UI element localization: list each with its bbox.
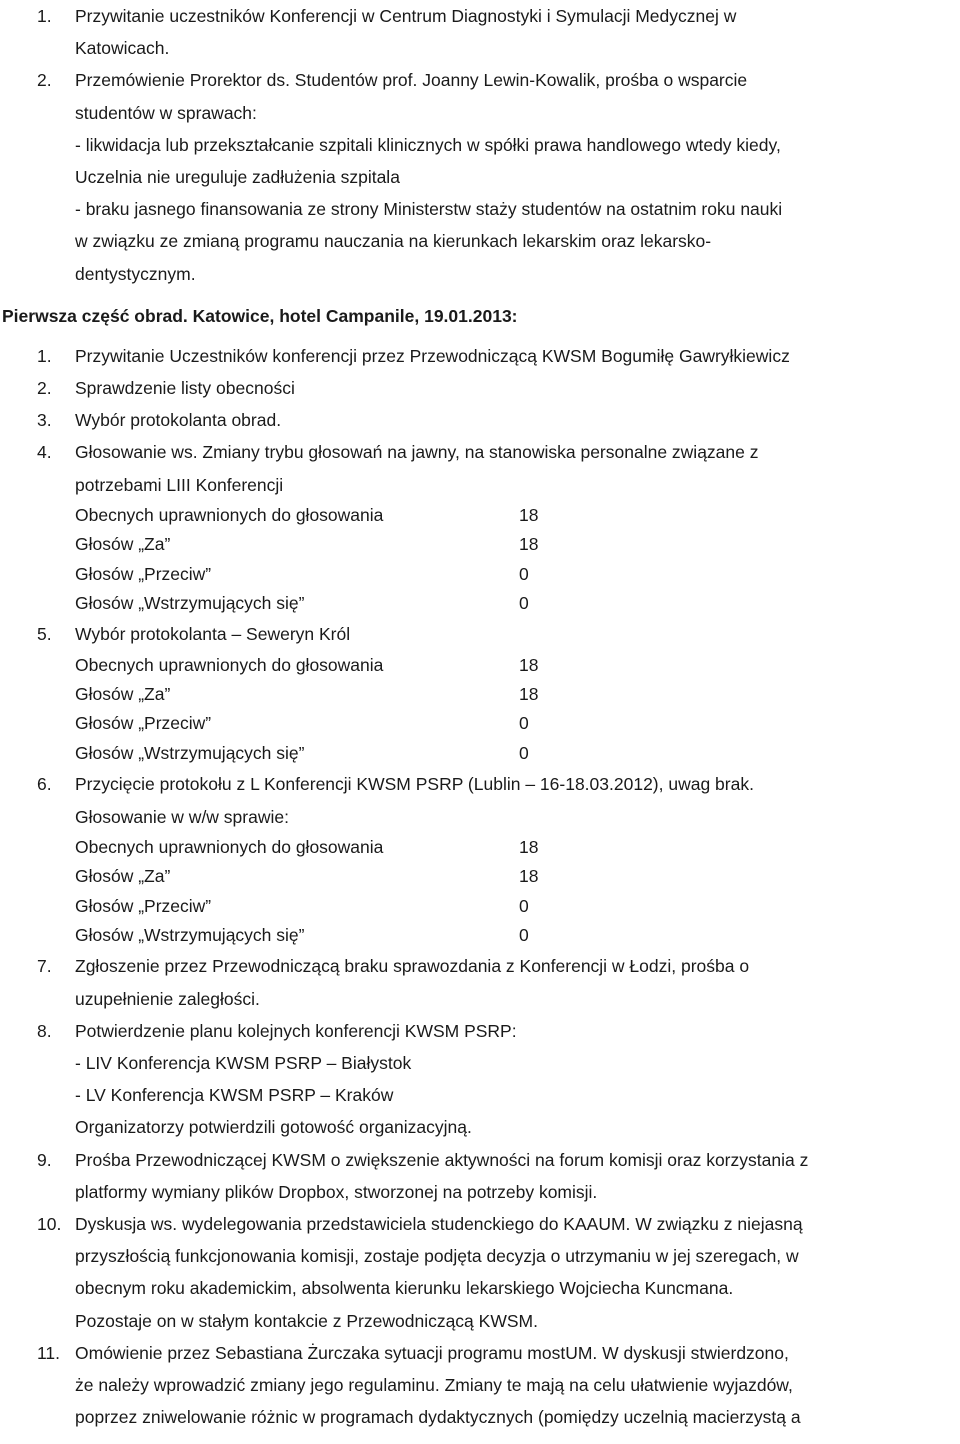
vote-label: Obecnych uprawnionych do głosowania — [75, 654, 384, 675]
vote-row — [75, 560, 555, 589]
item-text-line: Zgłoszenie przez Przewodniczącą braku sprawozdania z Konferencji w Łodzi, prośba o — [75, 956, 750, 977]
list-item — [0, 436, 960, 618]
item-number: 1. — [37, 6, 52, 26]
item-text-line: Prośba Przewodniczącej KWSM o zwiększenie aktywności na forum komisji oraz korzystania z — [75, 1149, 809, 1170]
vote-row — [75, 862, 555, 891]
vote-count: 0 — [519, 895, 529, 916]
intro-list — [0, 0, 960, 290]
list-item — [0, 618, 960, 768]
agenda-list — [0, 340, 960, 1434]
vote-label: Głosów „Za” — [75, 866, 171, 887]
item-text-line: Przywitanie uczestników Konferencji w Centrum Diagnostyki i Symulacji Medycznej w — [75, 6, 737, 26]
vote-count: 0 — [519, 742, 529, 763]
list-item — [0, 404, 960, 436]
item-text-line: studentów w sprawach: — [75, 102, 257, 123]
item-text-line: dentystycznym. — [75, 263, 196, 284]
vote-count: 18 — [519, 866, 539, 887]
item-number: 6. — [37, 774, 52, 795]
item-number: 7. — [37, 956, 52, 977]
item-text-line: że należy wprowadzić zmiany jego regulaminu. Zmiany te mają na celu ułatwienie wyjazdów, — [75, 1374, 793, 1395]
vote-label: Głosów „Przeciw” — [75, 895, 212, 916]
list-item — [0, 1337, 960, 1434]
item-text-line: platformy wymiany plików Dropbox, stworzonej na potrzeby komisji. — [75, 1181, 598, 1202]
item-text-line: Katowicach. — [75, 38, 170, 59]
item-text-line: Głosowanie ws. Zmiany trybu głosowań na jawny, na stanowiska personalne związane z — [75, 442, 759, 463]
list-item — [0, 950, 960, 1014]
vote-count: 0 — [519, 563, 529, 584]
list-item — [0, 1015, 960, 1144]
list-item — [0, 64, 960, 289]
vote-row — [75, 680, 555, 709]
vote-row — [75, 892, 555, 921]
item-text-line: obecnym roku akademickim, absolwenta kierunku lekarskiego Wojciecha Kuncmana. — [75, 1278, 734, 1299]
vote-table — [75, 501, 555, 619]
item-number: 1. — [37, 345, 52, 366]
vote-row — [75, 589, 555, 618]
item-text-line: Dyskusja ws. wydelegowania przedstawiciela studenckiego do KAAUM. W związku z niejasną — [75, 1213, 803, 1234]
vote-row — [75, 709, 555, 738]
vote-label: Głosów „Wstrzymujących się” — [75, 924, 305, 945]
item-text-line: poprzez zniwelowanie różnic w programach dydaktycznych (pomiędzy uczelnią macierzystą a — [75, 1407, 801, 1428]
vote-count: 18 — [519, 534, 539, 555]
vote-row — [75, 833, 555, 862]
item-number: 9. — [37, 1149, 52, 1170]
vote-row — [75, 739, 555, 768]
vote-row — [75, 530, 555, 559]
item-text-line: - likwidacja lub przekształcanie szpitali klinicznych w spółki prawa handlowego wtedy kiedy, — [75, 134, 781, 155]
item-text-line: uzupełnienie zaległości. — [75, 988, 260, 1009]
item-text-line: Głosowanie w w/w sprawie: — [75, 806, 289, 827]
item-text-line: Uczelnia nie ureguluje zadłużenia szpitala — [75, 167, 400, 188]
section-title: Pierwsza część obrad. Katowice, hotel Campanile, 19.01.2013: — [2, 305, 518, 326]
item-text-line: potrzebami LIII Konferencji — [75, 474, 284, 495]
vote-row — [75, 651, 555, 680]
item-text-line: - LIV Konferencja KWSM PSRP – Białystok — [75, 1052, 412, 1073]
vote-row — [75, 501, 555, 530]
item-text-line: w związku ze zmianą programu nauczania na kierunkach lekarskim oraz lekarsko- — [75, 231, 712, 252]
item-text-line: - LV Konferencja KWSM PSRP – Kraków — [75, 1085, 394, 1106]
vote-count: 18 — [519, 504, 539, 525]
vote-count: 0 — [519, 713, 529, 734]
vote-count: 0 — [519, 924, 529, 945]
item-text-line: Przywitanie Uczestników konferencji przez Przewodniczącą KWSM Bogumiłę Gawryłkiewicz — [75, 345, 790, 366]
vote-count: 18 — [519, 684, 539, 705]
item-text-line: Wybór protokolanta obrad. — [75, 410, 282, 431]
vote-row — [75, 921, 555, 950]
item-text-line: Sprawdzenie listy obecności — [75, 378, 295, 399]
item-number: 4. — [37, 442, 52, 463]
vote-label: Obecnych uprawnionych do głosowania — [75, 504, 384, 525]
list-item — [0, 340, 960, 372]
item-number: 10. — [37, 1213, 62, 1234]
item-text-line: Organizatorzy potwierdzili gotowość organizacyjną. — [75, 1117, 472, 1138]
item-text-line: Pozostaje on w stałym kontakcie z Przewodniczącą KWSM. — [75, 1310, 538, 1331]
vote-label: Głosów „Wstrzymujących się” — [75, 742, 305, 763]
list-item — [0, 768, 960, 950]
item-text-line: - braku jasnego finansowania ze strony Ministerstw staży studentów na ostatnim roku nauki — [75, 199, 783, 220]
item-number: 2. — [37, 70, 52, 91]
list-item — [0, 1144, 960, 1208]
item-number: 11. — [37, 1342, 61, 1363]
item-number: 5. — [37, 624, 52, 645]
item-text-line: przyszłością funkcjonowania komisji, zostaje podjęta decyzja o utrzymaniu w jej szeregach, w — [75, 1246, 799, 1267]
vote-table — [75, 833, 555, 951]
vote-count: 18 — [519, 836, 539, 857]
vote-label: Głosów „Przeciw” — [75, 563, 212, 584]
item-text-line: Wybór protokolanta – Seweryn Król — [75, 624, 351, 645]
vote-label: Głosów „Przeciw” — [75, 713, 212, 734]
item-number: 8. — [37, 1020, 52, 1041]
list-item — [0, 0, 960, 64]
vote-label: Głosów „Za” — [75, 534, 171, 555]
vote-count: 0 — [519, 593, 529, 614]
item-text-line: Przycięcie protokołu z L Konferencji KWSM PSRP (Lublin – 16-18.03.2012), uwag brak. — [75, 774, 754, 795]
vote-label: Głosów „Za” — [75, 684, 171, 705]
item-text-line: Omówienie przez Sebastiana Żurczaka sytuacji programu mostUM. W dyskusji stwierdzono, — [75, 1342, 789, 1363]
vote-count: 18 — [519, 654, 539, 675]
item-text-line: Potwierdzenie planu kolejnych konferencji KWSM PSRP: — [75, 1020, 517, 1041]
list-item — [0, 1208, 960, 1337]
list-item — [0, 372, 960, 404]
vote-table — [75, 651, 555, 769]
item-number: 2. — [37, 378, 52, 399]
item-text-line: Przemówienie Prorektor ds. Studentów prof. Joanny Lewin-Kowalik, prośba o wsparcie — [75, 70, 748, 91]
vote-label: Obecnych uprawnionych do głosowania — [75, 836, 384, 857]
vote-label: Głosów „Wstrzymujących się” — [75, 593, 305, 614]
item-number: 3. — [37, 410, 52, 431]
